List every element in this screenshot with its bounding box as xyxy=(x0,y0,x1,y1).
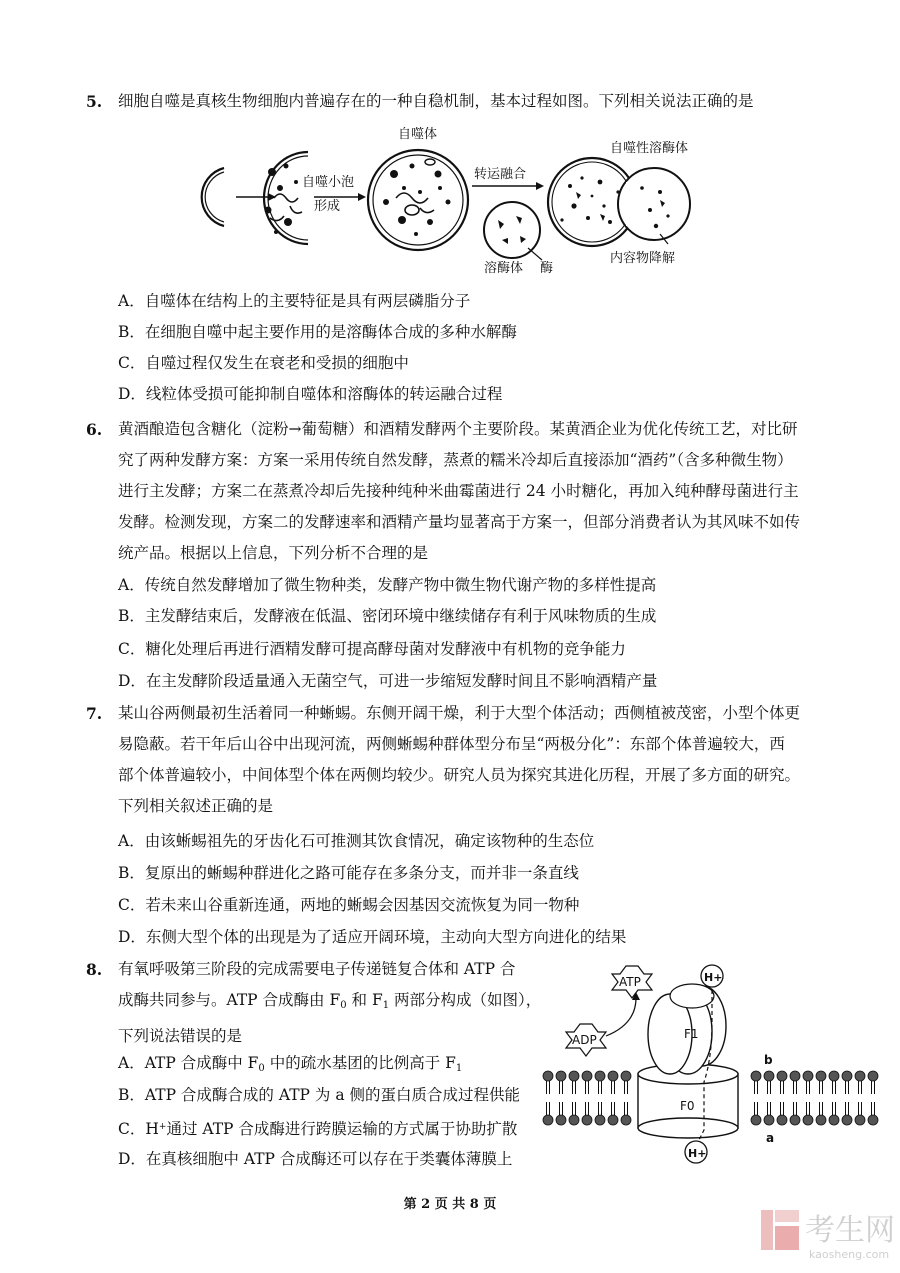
phospholipid xyxy=(816,1102,826,1125)
phospholipid xyxy=(842,1071,852,1094)
side-b-label: b xyxy=(764,1053,773,1067)
stem-line: 进行主发酵；方案二在蒸煮冷却后先接种纯种米曲霉菌进行 24 小时糖化，再加入纯种酵母菌进行主 xyxy=(118,482,799,500)
stem-line: 黄酒酿造包含糖化（淀粉→葡萄糖）和酒精发酵两个主要阶段。某黄酒企业为优化传统工艺，对比研 xyxy=(118,420,798,438)
phospholipid xyxy=(764,1071,774,1094)
q8-option-a: A．ATP 合成酶中 $F_0$ 中的疏水基团的比例高于 $F_1$ xyxy=(118,1054,463,1074)
question-number: 7. xyxy=(86,704,103,723)
phospholipid xyxy=(816,1071,826,1094)
phospholipid xyxy=(829,1102,839,1125)
question-stem: 细胞自噬是真核生物细胞内普遍存在的一种自稳机制，基本过程如图。下列相关说法正确的是 xyxy=(118,92,754,110)
q5-option-c: C．自噬过程仅发生在衰老和受损的细胞中 xyxy=(118,354,409,372)
autophagy-diagram xyxy=(190,122,710,282)
q7-option-a: A．由该蜥蜴祖先的牙齿化石可推测其饮食情况，确定该物种的生态位 xyxy=(118,832,595,850)
logo-icon xyxy=(761,1210,799,1250)
phospholipid xyxy=(868,1102,878,1125)
lysosome xyxy=(484,202,540,258)
f0-label: F0 xyxy=(680,1099,695,1113)
phospholipid xyxy=(556,1071,566,1094)
q5-option-b: B．在细胞自噬中起主要作用的是溶酶体合成的多种水解酶 xyxy=(118,323,517,341)
phospholipid xyxy=(543,1102,553,1125)
question-number: 5. xyxy=(86,92,103,111)
label-lysosome: 溶酶体 xyxy=(484,261,524,276)
stem-line: 易隐蔽。若干年后山谷中出现河流，两侧蜥蜴种群体型分布呈“两极分化”：东部个体普遍较大，西 xyxy=(118,735,785,753)
label-autophagosome: 自噬体 xyxy=(398,127,438,142)
label-vesicle-1: 自噬小泡 xyxy=(302,175,355,190)
atp-synthase-diagram xyxy=(540,962,890,1170)
question-number: 8. xyxy=(86,960,103,979)
watermark-logo xyxy=(755,1198,895,1268)
phospholipid xyxy=(569,1102,579,1125)
q7-option-d: D．东侧大型个体的出现是为了适应开阔环境，主动向大型方向进化的结果 xyxy=(118,928,627,946)
svg-text:H+: H+ xyxy=(704,971,723,984)
stem-line: 成酶共同参与。ATP 合成酶由 $F_0$ 和 $F_1$ 两部分构成（如图）， xyxy=(118,991,542,1011)
phospholipid xyxy=(556,1102,566,1125)
stem-line: 有氧呼吸第三阶段的完成需要电子传递链复合体和 ATP 合 xyxy=(118,960,516,978)
phospholipid xyxy=(803,1102,813,1125)
proton-top xyxy=(701,965,723,987)
phospholipid xyxy=(569,1071,579,1094)
svg-text:考生网: 考生网 xyxy=(805,1213,895,1248)
question-stem xyxy=(118,414,818,569)
phospholipid xyxy=(803,1071,813,1094)
proton-bottom xyxy=(685,1141,707,1163)
adp-molecule xyxy=(566,1024,606,1056)
atp-label: ATP xyxy=(619,975,641,989)
q6-option-c: C．糖化处理后再进行酒精发酵可提高酵母菌对发酵液中有机物的竞争能力 xyxy=(118,640,626,658)
label-vesicle-2: 形成 xyxy=(314,199,341,214)
phospholipid xyxy=(777,1071,787,1094)
phospholipid xyxy=(582,1071,592,1094)
phospholipid xyxy=(790,1102,800,1125)
stem-line: 究了两种发酵方案：方案一采用传统自然发酵，蒸煮的糯米冷却后直接添加“酒药”（含多种微生物） xyxy=(118,451,793,469)
phospholipid xyxy=(543,1071,553,1094)
label-enzyme: 酶 xyxy=(540,261,554,276)
f1-label: F1 xyxy=(684,1027,699,1041)
q8-option-c: C．H+通过 ATP 合成酶进行跨膜运输的方式属于协助扩散 xyxy=(118,1120,518,1138)
svg-text:H+: H+ xyxy=(688,1147,707,1160)
phospholipid xyxy=(751,1102,761,1125)
phospholipid xyxy=(855,1102,865,1125)
q6-option-d: D．在主发酵阶段适量通入无菌空气，可进一步缩短发酵时间且不影响酒精产量 xyxy=(118,672,658,690)
stem-line: 统产品。根据以上信息，下列分析不合理的是 xyxy=(118,544,429,562)
q8-option-d: D．在真核细胞中 ATP 合成酶还可以存在于类囊体薄膜上 xyxy=(118,1150,513,1168)
q6-option-b: B．主发酵结束后，发酵液在低温、密闭环境中继续储存有利于风味物质的生成 xyxy=(118,607,657,625)
question-number: 6. xyxy=(86,420,103,439)
phospholipid xyxy=(829,1071,839,1094)
label-degrade: 内容物降解 xyxy=(610,251,676,266)
phospholipid xyxy=(751,1071,761,1094)
atp-molecule xyxy=(612,966,652,998)
stem-line: 某山谷两侧最初生活着同一种蜥蜴。东侧开阔干燥，利于大型个体活动；西侧植被茂密，小型个体更 xyxy=(118,704,801,722)
q5-option-d: D．线粒体受损可能抑制自噬体和溶酶体的转运融合过程 xyxy=(118,385,503,403)
stem-line: 部个体普遍较小，中间体型个体在两侧均较少。研究人员为探究其进化历程，开展了多方面的研究。 xyxy=(118,766,801,784)
q6-option-a: A．传统自然发酵增加了微生物种类，发酵产物中微生物代谢产物的多样性提高 xyxy=(118,576,657,594)
page-footer: 第 2 页 共 8 页 xyxy=(403,1197,497,1212)
stem-line: 下列相关叙述正确的是 xyxy=(118,797,274,815)
phospholipid xyxy=(621,1071,631,1094)
svg-text:kaosheng.com: kaosheng.com xyxy=(809,1248,890,1261)
label-autolysosome: 自噬性溶酶体 xyxy=(610,141,689,156)
stem-line: 下列说法错误的是 xyxy=(118,1027,243,1045)
phospholipid xyxy=(621,1102,631,1125)
autophagosome xyxy=(368,150,468,250)
phospholipid xyxy=(842,1102,852,1125)
side-a-label: a xyxy=(766,1131,775,1145)
question-stem xyxy=(118,954,542,1052)
question-stem xyxy=(118,698,818,822)
phospholipid xyxy=(595,1102,605,1125)
phospholipid xyxy=(777,1102,787,1125)
q7-option-b: B．复原出的蜥蜴种群进化之路可能存在多条分支，而并非一条直线 xyxy=(118,864,579,882)
phospholipid xyxy=(608,1102,618,1125)
adp-label: ADP xyxy=(572,1033,597,1047)
phospholipid xyxy=(608,1071,618,1094)
q7-option-c: C．若未来山谷重新连通，两地的蜥蜴会因基因交流恢复为同一物种 xyxy=(118,896,580,914)
label-fusion: 转运融合 xyxy=(474,167,527,182)
phospholipid xyxy=(868,1071,878,1094)
q8-option-b: B．ATP 合成酶合成的 ATP 为 a 侧的蛋白质合成过程供能 xyxy=(118,1086,520,1104)
phospholipid xyxy=(764,1102,774,1125)
phospholipid xyxy=(855,1071,865,1094)
phospholipid xyxy=(790,1071,800,1094)
stem-line: 发酵。检测发现，方案二的发酵速率和酒精产量均显著高于方案一，但部分消费者认为其风味不如传 xyxy=(118,513,801,531)
q5-option-a: A．自噬体在结构上的主要特征是具有两层磷脂分子 xyxy=(118,292,471,310)
phospholipid xyxy=(582,1102,592,1125)
phospholipid xyxy=(595,1071,605,1094)
